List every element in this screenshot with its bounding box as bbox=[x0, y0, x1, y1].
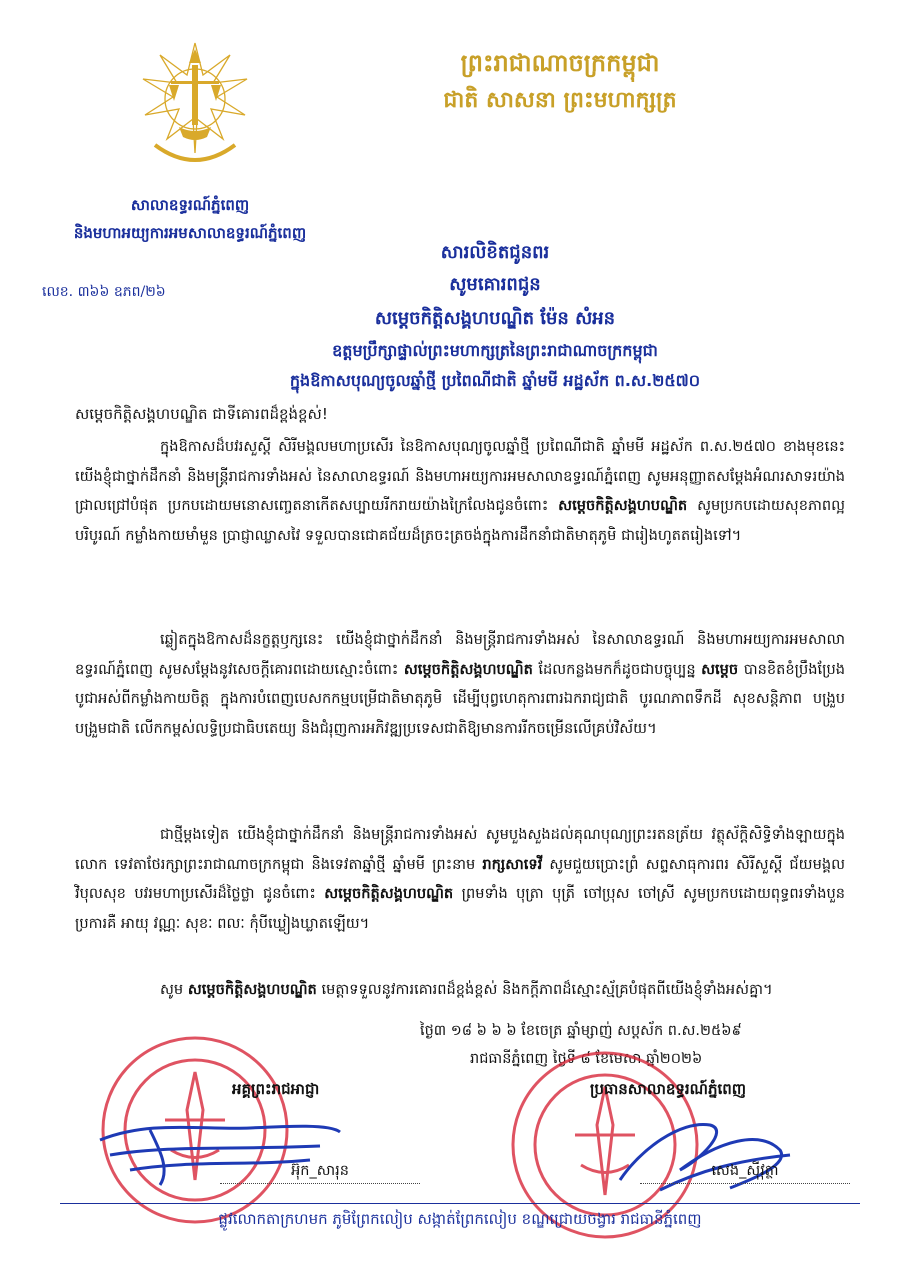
left-signatory-name: អ៊ុក_សារុន bbox=[220, 1162, 420, 1184]
prosecution-name: និងមហាអយ្យការអមសាលាឧទ្ធរណ៍ភ្នំពេញ bbox=[73, 224, 307, 242]
right-signatory-role: ប្រធានសាលាឧទ្ធរណ៍ភ្នំពេញ bbox=[590, 1080, 747, 1098]
right-signature-icon bbox=[560, 1110, 820, 1200]
court-emblem-icon bbox=[135, 35, 255, 175]
reference-number: លេខ. ៣៦៦ ឧភព/២៦ bbox=[42, 284, 166, 300]
paragraph-3: ជាថ្មីម្តងទៀត យើងខ្ញុំជាថ្នាក់ដឹកនាំ និងមន្ត្រីរាជការទាំងអស់ សូមបួងសួងដល់គុណបុណ្យព្រះរតនត្រ័យ វត្ថុស័ក្តិសិទ្ធិទាំងឡាយក្នុងលោក ទេវតាថែរក្សាព្រះរាជាណាចក្រកម្ពុជា និងទេវតាឆ្នាំថ្មី ឆ្នាំមមី ព្រះនាម រាក្សសាទេវី សូមជួយប្រោះព្រំ សព្ទសាធុការពរ សិរីសួស្តី ជ័យមង្គល វិបុលសុខ បវរមហាប្រសើរដ៏ថ្លៃថ្លា ជូនចំពោះ សម្តេចកិត្តិសង្គហបណ្ឌិត ព្រមទាំង បុត្រា បុត្រី ចៅប្រុស ចៅស្រី សូមប្រកបដោយពុទ្ធពរទាំងបួនប្រការគឺ អាយុ វណ្ណៈ សុខៈ ពលៈ កុំបីឃ្លៀងឃ្លាតឡើយ។ bbox=[75, 826, 846, 932]
kingdom-title: ព្រះរាជាណាចក្រកម្ពុជា bbox=[460, 49, 660, 77]
left-signatory-role: អគ្គព្រះរាជអាជ្ញា bbox=[232, 1080, 320, 1098]
solar-date: រាជធានីភ្នំពេញ ថ្ងៃទី ៨ ខែមេសា ឆ្នាំ២០២៦ bbox=[470, 1051, 703, 1067]
salutation: សម្តេចកិត្តិសង្គហបណ្ឌិត ជាទីគោរពដ៏ខ្ពង់ខ្ពស់! bbox=[75, 405, 328, 423]
footer-address: ផ្លូវលោកតាក្រហមក ភូមិព្រែកលៀប សង្កាត់ព្រែកលៀប ខណ្ឌជ្រោយចង្វារ រាជធានីភ្នំពេញ bbox=[218, 1210, 702, 1228]
footer-divider bbox=[60, 1203, 860, 1204]
nation-motto: ជាតិ សាសនា ព្រះមហាក្សត្រ bbox=[443, 88, 677, 113]
recipient-name: សម្តេចកិត្តិសង្គហបណ្ឌិត ម៉ែន សំអន bbox=[374, 308, 616, 329]
occasion-line: ក្នុងឱកាសបុណ្យចូលឆ្នាំថ្មី ប្រពៃណីជាតិ ឆ្នាំមមី អដ្ឋស័ក ព.ស.២៥៧០ bbox=[289, 371, 701, 390]
lunar-date: ថ្ងៃ៣ ១៨ ៦ ៦ ៦ ខែចេត្រ ឆ្នាំម្សាញ់ សប្តស័ក ព.ស.២៥៦៩ bbox=[420, 1023, 742, 1039]
court-name: សាលាឧទ្ធរណ៍ភ្នំពេញ bbox=[130, 196, 250, 214]
letter-title: សារលិខិតជូនពរ bbox=[440, 242, 550, 263]
paragraph-2: ឆ្លៀតក្នុងឱកាសដ៏នក្ខត្តឫក្សនេះ យើងខ្ញុំជាថ្នាក់ដឹកនាំ និងមន្ត្រីរាជការទាំងអស់ នៃសាលាឧទ្ធរណ៍ និងមហាអយ្យការអមសាលាឧទ្ធរណ៍ភ្នំពេញ សូមសម្តែងនូវសេចក្តីគោរពដោយស្មោះចំពោះ សម្តេចកិត្តិសង្គហបណ្ឌិត ដែលកន្លងមកក៏ដូចជាបច្ចុប្បន្ន សម្តេច បានខិតខំប្រឹងប្រែងបូជាអស់ពីកម្លាំងកាយចិត្ត ក្នុងការបំពេញបេសកកម្មបម្រើជាតិមាតុភូមិ ដើម្បីបុព្វហេតុការពារឯករាជ្យជាតិ បូរណភាពទឹកដី សុខសន្តិភាព បង្រួបបង្រួមជាតិ លើកកម្ពស់លទ្ធិប្រជាធិបតេយ្យ និងជំរុញការអភិវឌ្ឍប្រទេសជាតិឱ្យមានការរីកចម្រើនលើគ្រប់វិស័យ។ bbox=[75, 631, 846, 737]
right-signatory-name: សេង_ស៊ីវុត្ថា bbox=[640, 1162, 850, 1184]
paragraph-1: ក្នុងឱកាសដ៏បវរសួស្តី សិរីមង្គលមហាប្រសើរ នៃឱកាសបុណ្យចូលឆ្នាំថ្មី ប្រពៃណីជាតិ ឆ្នាំមមី អដ្ឋស័ក ព.ស.២៥៧០ ខាងមុខនេះ យើងខ្ញុំជាថ្នាក់ដឹកនាំ និងមន្ត្រីរាជការទាំងអស់ នៃសាលាឧទ្ធរណ៍ និងមហាអយ្យការអមសាលាឧទ្ធរណ៍ភ្នំពេញ សូមអនុញ្ញាតសម្តែងអំណរសាទរយ៉ាងជ្រាលជ្រៅបំផុត ប្រកបដោយមនោសញ្ចេតនាកើតសប្បាយរីករាយយ៉ាងក្រៃលែងជូនចំពោះ សម្តេចកិត្តិសង្គហបណ្ឌិត សូមប្រកបដោយសុខភាពល្អបរិបូរណ៍ កម្លាំងកាយមាំមួន ប្រាជ្ញាឈ្លាសវៃ ទទួលបានជោគជ័យដ៏ត្រចះត្រចង់ក្នុងការដឹកនាំជាតិមាតុភូមិ ជារៀងហូតតរៀងទៅ។ bbox=[75, 438, 846, 544]
recipient-title: ឧត្តមប្រឹក្សាផ្ទាល់ព្រះមហាក្សត្រនៃព្រះរាជាណាចក្រកម្ពុជា bbox=[332, 341, 658, 360]
letter-addressing: សូមគោរពជូន bbox=[449, 274, 541, 295]
paragraph-4: សូម សម្តេចកិត្តិសង្គហបណ្ឌិត មេត្តាទទួលនូវការគោរពដ៏ខ្ពង់ខ្ពស់ និងកក្តីភាពដ៏ស្មោះស្ម័គ្របំផុតពីយើងខ្ញុំទាំងអស់គ្នា។ bbox=[160, 981, 773, 998]
